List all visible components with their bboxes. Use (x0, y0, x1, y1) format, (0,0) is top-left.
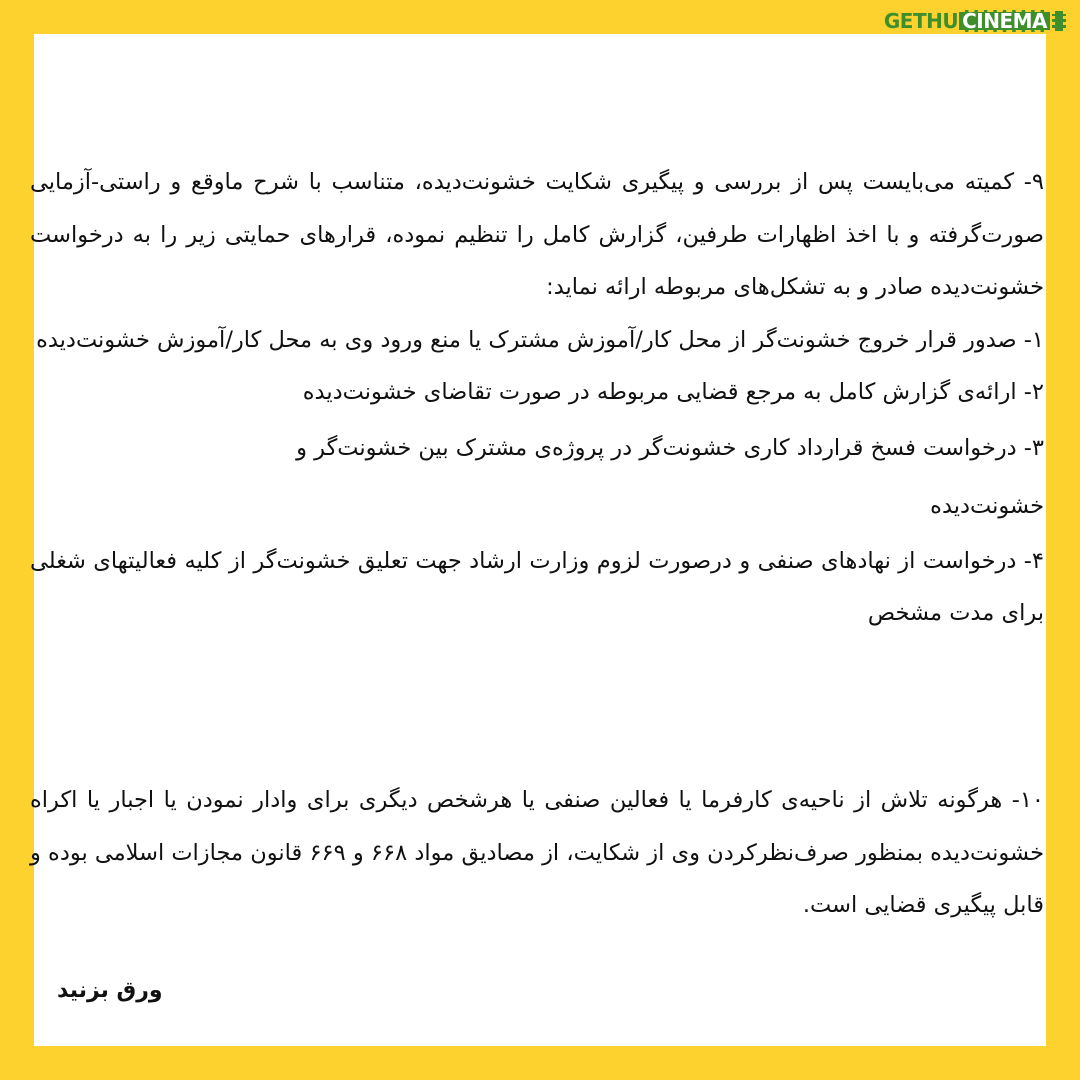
brand-text-part2: CINEMA (959, 10, 1050, 32)
film-strip-icon (1052, 11, 1066, 31)
turn-page-label: ورق بزنید (57, 978, 163, 1003)
clause-10-text: ۱۰- هرگونه تلاش از ناحیه‌ی کارفرما یا فعالین صنفی یا هرشخص دیگری برای وادار نمودن یا اجبار یا اکراه خشونت‌دیده بمنظور صرف‌نظرکردن وی از شکایت، از مصادیق مواد ۶۶۸ و ۶۶۹ قانون مجازات اسلامی بوده و قابل پیگیری قضایی است. (30, 787, 1044, 918)
clause-9-item-3: ۳- درخواست فسخ قرارداد کاری خشونت‌گر در پروژه‌ی مشترک بین خشونت‌گر و (296, 434, 1044, 461)
clause-9-item-1: ۱- صدور قرار خروج خشونت‌گر از محل کار/آموزش مشترک یا منع ورود وی به محل کار/آموزش خشونت‌دیده (36, 326, 1044, 353)
clause-9-item-3-cont: خشونت‌دیده (930, 492, 1044, 519)
clause-10 (30, 774, 1044, 932)
clause-9-intro: ۹- کمیته می‌بایست پس از بررسی و پیگیری شکایت خشونت‌دیده، متناسب با شرح ماوقع و راستی-آزمایی صورت‌گرفته و با اخذ اظهارات طرفین، گزارش کامل را تنظیم نموده، قرارهای حمایتی زیر را به درخواست خشونت‌دیده صادر و به تشکل‌های مربوطه ارائه نماید: (30, 169, 1044, 300)
brand-text-part1: GETHU (883, 9, 959, 33)
brand-logo (884, 8, 1066, 34)
clause-9-item-4: ۴- درخواست از نهادهای صنفی و درصورت لزوم وزارت ارشاد جهت تعلیق خشونت‌گر از کلیه فعالیتهای شغلی برای مدت مشخص (30, 547, 1044, 626)
clause-9-item-2: ۲- ارائه‌ی گزارش کامل به مرجع قضایی مربوطه در صورت تقاضای خشونت‌دیده (302, 379, 1044, 405)
clause-9 (30, 156, 1044, 640)
